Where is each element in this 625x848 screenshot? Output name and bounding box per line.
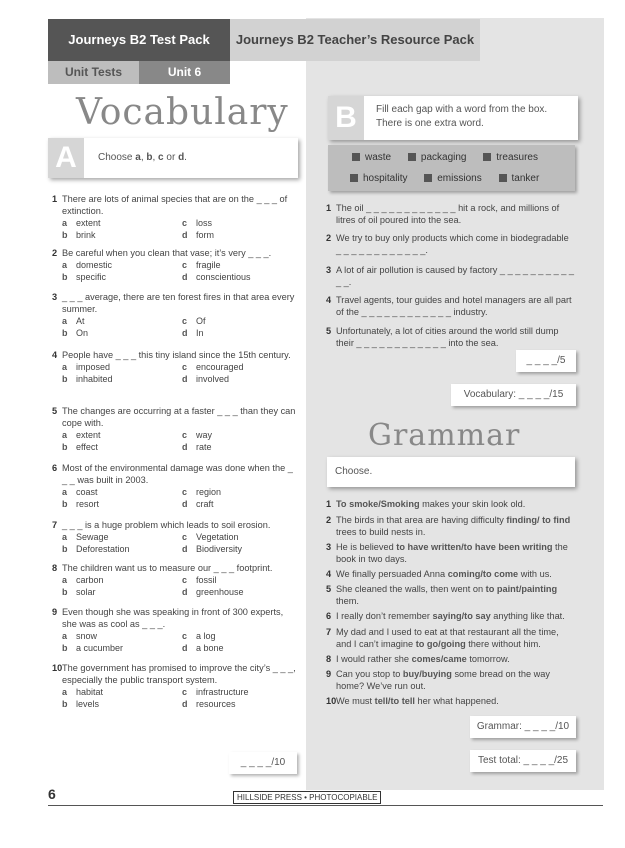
question-text (336, 626, 576, 650)
question-text-before: He is believed (336, 542, 397, 552)
option-b: b levels (62, 699, 100, 709)
option-b: b a cucumber (62, 643, 124, 653)
section-a-score: _ _ _ _/10 (229, 752, 297, 774)
question-number: 2 (326, 233, 332, 243)
question-text-before: My dad and I used to eat at that restaurant all the time, and I can’t imagine (336, 627, 559, 649)
grammar-question (326, 568, 576, 580)
question-text (336, 514, 576, 538)
question-number: 3 (326, 542, 332, 552)
option-text: involved (196, 374, 230, 384)
word-item: packaging (420, 152, 467, 163)
grammar-question (326, 498, 576, 510)
question-text-before: We must (336, 696, 375, 706)
answer-choices: coming/to come (447, 569, 519, 579)
question-text: Unfortunately, a lot of cities around the world still dump their _ _ _ _ _ _ _ _ _ _ _ _ into the sea. (336, 326, 559, 348)
grammar-question (326, 541, 576, 565)
option-text: region (196, 487, 222, 497)
question-number: 5 (326, 584, 332, 594)
vocab-question (52, 193, 298, 241)
bullet-square-icon (483, 153, 491, 161)
option-d: d greenhouse (182, 587, 244, 597)
option-text: specific (76, 272, 107, 282)
question-number: 5 (326, 326, 332, 336)
word-item: treasures (496, 152, 538, 163)
option-a: a extent (62, 430, 101, 440)
section-b-instruction: Fill each gap with a word from the box. There is one extra word. (376, 104, 548, 129)
question-text-after: them. (336, 596, 359, 606)
option-text: solar (76, 587, 96, 597)
answer-choices: to paint/painting (485, 584, 558, 594)
option-a: a snow (62, 631, 98, 641)
option-text: a log (196, 631, 216, 641)
option-c: c region (182, 487, 222, 497)
option-a: a Sewage (62, 532, 109, 542)
question-number: 8 (326, 654, 332, 664)
tab-unit-tests: Unit Tests (48, 61, 139, 84)
question-text-after: some bread on the way home? We’ve run out. (336, 669, 550, 691)
grammar-question (326, 668, 576, 692)
question-text-before: I really don’t remember (336, 611, 433, 621)
question-text: There are lots of animal species that are on the _ _ _ of extinction. (62, 194, 288, 216)
question-text-before: I would rather she (336, 654, 412, 664)
option-a: a domestic (62, 260, 113, 270)
bullet-square-icon (350, 174, 358, 182)
option-b: b resort (62, 499, 100, 509)
question-number: 5 (52, 406, 58, 416)
vocab-question (52, 405, 298, 453)
question-text: People have _ _ _ this tiny island since the 15th century. (62, 350, 291, 360)
option-a: a extent (62, 218, 101, 228)
option-b: b solar (62, 587, 96, 597)
word-item: waste (365, 152, 392, 163)
answer-choices: tell/to tell (374, 696, 415, 706)
option-d: d form (182, 230, 214, 240)
vocab-question (52, 291, 298, 339)
question-text: _ _ _ average, there are ten forest fires in that area every summer. (62, 292, 295, 314)
section-a-box (48, 138, 298, 178)
question-text-after: the book in two days. (336, 542, 568, 564)
question-text: The government has promised to improve the city’s _ _ _, especially the public transport system. (62, 663, 296, 685)
option-a: a coast (62, 487, 98, 497)
question-text-after: anything like that. (490, 611, 565, 621)
answer-choices: finding/ to find (506, 515, 571, 525)
question-number: 1 (326, 499, 332, 509)
question-number: 4 (326, 295, 332, 305)
option-text: effect (76, 442, 98, 452)
option-text: loss (196, 218, 213, 228)
question-number: 7 (52, 520, 58, 530)
word-row-1 (352, 152, 552, 163)
question-text: We try to buy only products which come in biodegradable _ _ _ _ _ _ _ _ _ _ _ _. (336, 233, 569, 255)
option-text: resources (196, 699, 236, 709)
option-text: On (76, 328, 89, 338)
question-text (336, 695, 576, 707)
option-b: b effect (62, 442, 98, 452)
section-b-score: _ _ _ _/5 (516, 350, 576, 372)
page-number: 6 (48, 786, 56, 802)
question-text-after: with us. (518, 569, 552, 579)
gap-fill-question (326, 232, 576, 256)
option-a: a At (62, 316, 85, 326)
answer-choices: saying/to say (432, 611, 491, 621)
answer-choices: comes/came (411, 654, 467, 664)
option-text: extent (76, 430, 101, 440)
question-text-after: there without him. (465, 639, 541, 649)
option-text: Sewage (76, 532, 109, 542)
option-c: c infrastructure (182, 687, 249, 697)
option-text: In (196, 328, 204, 338)
question-number: 6 (52, 463, 58, 473)
answer-choices: To smoke/Smoking (336, 499, 420, 509)
bullet-square-icon (499, 174, 507, 182)
option-text: greenhouse (196, 587, 244, 597)
question-text: The children want us to measure our _ _ _ footprint. (62, 563, 273, 573)
option-d: d a bone (182, 643, 224, 653)
option-c: c encouraged (182, 362, 244, 372)
option-b: b On (62, 328, 89, 338)
vocab-question (52, 349, 298, 385)
bullet-square-icon (424, 174, 432, 182)
option-text: craft (196, 499, 214, 509)
option-text: carbon (76, 575, 104, 585)
question-number: 4 (326, 569, 332, 579)
question-text (336, 498, 576, 510)
option-text: a bone (196, 643, 224, 653)
gap-fill-question (326, 294, 576, 318)
option-b: b Deforestation (62, 544, 130, 554)
grammar-question (326, 583, 576, 607)
question-number: 10 (52, 663, 63, 673)
question-text-before: The birds in that area are having difficulty (336, 515, 507, 525)
vocab-question (52, 562, 298, 598)
grammar-title: Grammar (368, 418, 521, 453)
question-text (336, 583, 576, 607)
option-text: imposed (76, 362, 111, 372)
option-text: infrastructure (196, 687, 249, 697)
option-text: coast (76, 487, 98, 497)
option-text: rate (196, 442, 212, 452)
question-text: Be careful when you clean that vase; it’s very _ _ _. (62, 248, 272, 258)
bullet-square-icon (352, 153, 360, 161)
option-text: domestic (76, 260, 113, 270)
tab-unit: Unit 6 (139, 61, 230, 84)
answer-choices: buy/buying (402, 669, 452, 679)
option-d: d In (182, 328, 204, 338)
question-number: 3 (52, 292, 58, 302)
option-text: way (196, 430, 213, 440)
option-text: resort (76, 499, 100, 509)
option-c: c loss (182, 218, 213, 228)
option-d: d involved (182, 374, 230, 384)
resource-pack-title: Journeys B2 Teacher’s Resource Pack (230, 19, 480, 61)
section-b-box (328, 96, 578, 140)
test-pack-title: Journeys B2 Test Pack (48, 19, 230, 61)
option-text: a cucumber (76, 643, 124, 653)
question-text: The oil _ _ _ _ _ _ _ _ _ _ _ _ hit a rock, and millions of litres of oil poured into the sea. (336, 203, 560, 225)
question-text-after: her what happened. (414, 696, 499, 706)
word-item: tanker (511, 173, 540, 184)
word-row-2 (350, 173, 553, 184)
footer-divider (48, 805, 603, 806)
option-d: d craft (182, 499, 214, 509)
option-text: Of (196, 316, 206, 326)
option-text: fossil (196, 575, 217, 585)
grammar-question (326, 695, 576, 707)
option-d: d conscientious (182, 272, 251, 282)
grammar-instruction: Choose. (335, 466, 373, 477)
option-text: habitat (76, 687, 104, 697)
question-text (336, 653, 576, 665)
vocabulary-total: Vocabulary: _ _ _ _/15 (451, 384, 576, 406)
grammar-instruction-box (327, 457, 575, 487)
publisher-label: HILLSIDE PRESS • PHOTOCOPIABLE (233, 791, 381, 804)
question-text (336, 568, 576, 580)
option-b: b specific (62, 272, 107, 282)
grammar-question (326, 653, 576, 665)
option-text: conscientious (196, 272, 251, 282)
question-text-before: We finally persuaded Anna (336, 569, 448, 579)
gap-fill-question (326, 202, 576, 226)
option-text: Vegetation (196, 532, 239, 542)
option-a: a carbon (62, 575, 104, 585)
vocab-question (52, 606, 298, 654)
word-item: emissions (437, 173, 482, 184)
option-text: encouraged (196, 362, 244, 372)
option-text: fragile (196, 260, 221, 270)
section-a-letter: A (48, 138, 84, 178)
option-text: extent (76, 218, 101, 228)
vocab-question (52, 462, 298, 510)
option-text: Biodiversity (196, 544, 243, 554)
question-number: 6 (326, 611, 332, 621)
question-text (336, 541, 576, 565)
question-number: 3 (326, 265, 332, 275)
question-text: A lot of air pollution is caused by factory _ _ _ _ _ _ _ _ _ _ _ _. (336, 265, 574, 287)
grammar-question (326, 610, 576, 622)
option-c: c Vegetation (182, 532, 239, 542)
option-a: a imposed (62, 362, 111, 372)
option-d: d Biodiversity (182, 544, 243, 554)
section-a-instruction: Choose a, b, c or d. (98, 152, 187, 163)
question-text: _ _ _ is a huge problem which leads to soil erosion. (62, 520, 271, 530)
question-text: Travel agents, tour guides and hotel managers are all part of the _ _ _ _ _ _ _ _ _ _ _ _ industry. (336, 295, 572, 317)
option-text: brink (76, 230, 96, 240)
vocab-question (52, 662, 298, 710)
option-text: inhabited (76, 374, 113, 384)
gap-fill-question (326, 325, 576, 349)
option-text: At (76, 316, 85, 326)
option-c: c Of (182, 316, 206, 326)
question-number: 8 (52, 563, 58, 573)
option-text: levels (76, 699, 100, 709)
vocab-question (52, 519, 298, 555)
question-number: 4 (52, 350, 58, 360)
vocabulary-title: Vocabulary (76, 92, 289, 133)
option-c: c a log (182, 631, 216, 641)
option-text: Deforestation (76, 544, 130, 554)
question-text: Most of the environmental damage was done when the _ _ _ was built in 2003. (62, 463, 293, 485)
grammar-question (326, 626, 576, 650)
question-text: Even though she was speaking in front of 300 experts, she was as cool as _ _ _. (62, 607, 284, 629)
option-d: d rate (182, 442, 212, 452)
bullet-square-icon (408, 153, 416, 161)
word-item: hospitality (363, 173, 408, 184)
option-c: c fossil (182, 575, 217, 585)
question-number: 1 (326, 203, 332, 213)
grammar-question (326, 514, 576, 538)
question-number: 7 (326, 627, 332, 637)
question-text (336, 610, 576, 622)
question-text-before: She cleaned the walls, then went on (336, 584, 486, 594)
word-box (328, 145, 575, 191)
answer-choices: to go/going (415, 639, 466, 649)
option-c: c fragile (182, 260, 221, 270)
question-text-after: trees to build nests in. (336, 527, 426, 537)
option-d: d resources (182, 699, 236, 709)
question-number: 9 (326, 669, 332, 679)
question-text-after: tomorrow. (466, 654, 510, 664)
section-b-letter: B (328, 96, 364, 140)
test-total: Test total: _ _ _ _/25 (470, 750, 576, 772)
option-text: snow (76, 631, 98, 641)
question-text: The changes are occurring at a faster _ _ _ than they can cope with. (62, 406, 296, 428)
option-text: form (196, 230, 214, 240)
vocab-question (52, 247, 298, 283)
question-number: 10 (326, 696, 337, 706)
question-text-after: makes your skin look old. (419, 499, 526, 509)
answer-choices: to have written/to have been writing (396, 542, 553, 552)
grammar-score: Grammar: _ _ _ _/10 (470, 716, 576, 738)
option-b: b inhabited (62, 374, 113, 384)
question-number: 1 (52, 194, 58, 204)
question-number: 9 (52, 607, 58, 617)
question-number: 2 (326, 515, 332, 525)
gap-fill-question (326, 264, 576, 288)
option-c: c way (182, 430, 213, 440)
question-number: 2 (52, 248, 58, 258)
question-text (336, 668, 576, 692)
option-b: b brink (62, 230, 96, 240)
question-text-before: Can you stop to (336, 669, 403, 679)
option-a: a habitat (62, 687, 104, 697)
